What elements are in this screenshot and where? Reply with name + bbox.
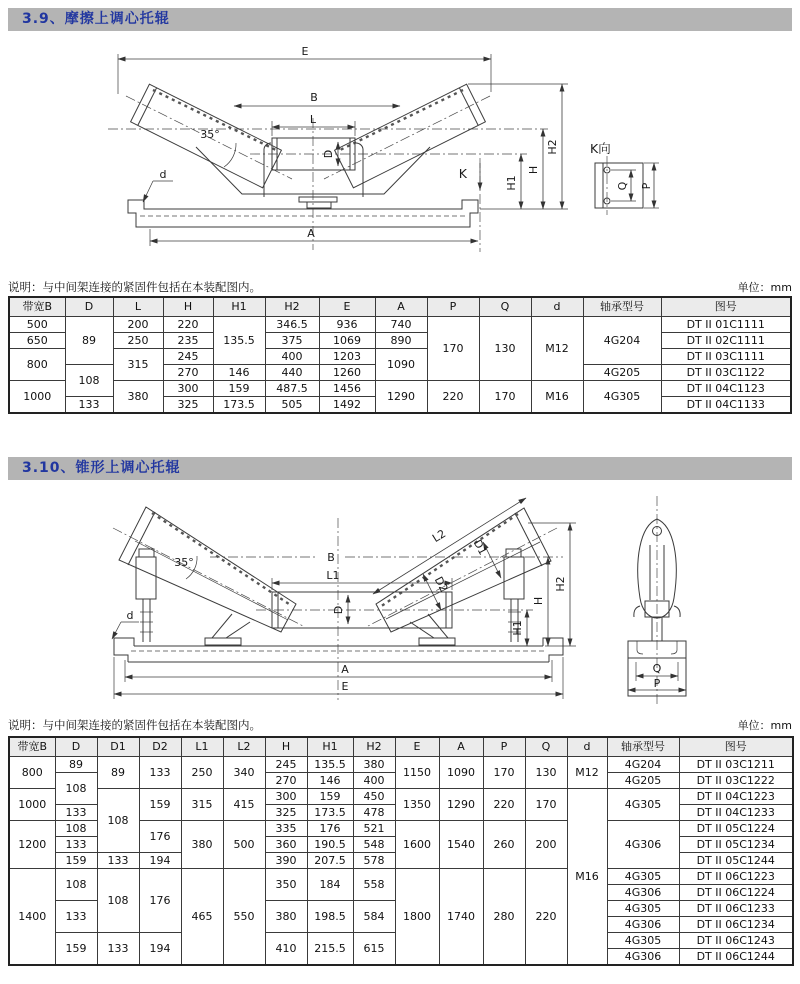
note-text: 说明：与中间架连接的紧固件包括在本装配图内。 xyxy=(8,280,261,294)
table-caption-row xyxy=(8,715,792,733)
table-cell: 245 xyxy=(163,349,213,365)
dim-label-H2: H2 xyxy=(554,576,567,592)
table-cell: 176 xyxy=(139,869,181,933)
table-cell: 176 xyxy=(307,821,353,837)
table-cell: 380 xyxy=(181,821,223,869)
spec-table-friction-idler xyxy=(8,296,792,414)
column-header: Q xyxy=(525,737,567,757)
column-header: E xyxy=(395,737,439,757)
table-cell: 4G305 xyxy=(607,789,679,821)
k-view-label: K向 xyxy=(590,141,611,156)
note-text: 说明：与中间架连接的紧固件包括在本装配图内。 xyxy=(8,718,261,732)
table-cell: DT II 05C1234 xyxy=(679,837,793,853)
table-cell: 220 xyxy=(525,869,567,966)
table-cell: 260 xyxy=(483,821,525,869)
table-cell: 108 xyxy=(97,869,139,933)
dim-label-D2: D2 xyxy=(431,574,451,595)
table-cell: 146 xyxy=(307,773,353,789)
column-header: D2 xyxy=(139,737,181,757)
table-cell: 159 xyxy=(213,381,265,397)
column-header: P xyxy=(483,737,525,757)
table-cell: 194 xyxy=(139,933,181,966)
dim-label-H1: H1 xyxy=(511,620,524,636)
section-header-3-9 xyxy=(8,8,792,31)
table-cell: 521 xyxy=(353,821,395,837)
table-cell: DT II 01C1111 xyxy=(661,317,791,333)
table-cell: 380 xyxy=(265,901,307,933)
table-cell: 300 xyxy=(163,381,213,397)
table-cell: DT II 03C1122 xyxy=(661,365,791,381)
table-cell: 1090 xyxy=(375,349,427,381)
table-cell: 108 xyxy=(97,789,139,853)
table-cell: 440 xyxy=(265,365,319,381)
column-header: Q xyxy=(479,297,531,317)
table-cell: 198.5 xyxy=(307,901,353,933)
column-header: H xyxy=(265,737,307,757)
dim-label-E: E xyxy=(301,45,309,58)
table-cell: 194 xyxy=(139,853,181,869)
table-cell: DT II 03C1111 xyxy=(661,349,791,365)
header-row xyxy=(9,737,793,757)
table-cell: 4G205 xyxy=(583,365,661,381)
table-cell: 159 xyxy=(139,789,181,821)
table-cell: 135.5 xyxy=(307,757,353,773)
table-cell: 108 xyxy=(55,821,97,837)
table-cell: 4G306 xyxy=(607,917,679,933)
table-cell: 315 xyxy=(113,349,163,381)
dim-label-d: d xyxy=(159,168,167,181)
dim-label-D1: D1 xyxy=(470,537,490,558)
table-cell: 89 xyxy=(55,757,97,773)
table-cell: 200 xyxy=(113,317,163,333)
table-cell: 235 xyxy=(163,333,213,349)
table-cell: 550 xyxy=(223,869,265,966)
table-cell: 250 xyxy=(113,333,163,349)
table-cell: 1400 xyxy=(9,869,55,966)
table-cell: 740 xyxy=(375,317,427,333)
table-cell: 4G204 xyxy=(583,317,661,365)
table-cell: 207.5 xyxy=(307,853,353,869)
table-cell: 500 xyxy=(223,821,265,869)
column-header: 轴承型号 xyxy=(607,737,679,757)
dim-label-L2: L2 xyxy=(430,527,449,546)
table-cell: 4G306 xyxy=(607,885,679,901)
column-header: 带宽B xyxy=(9,737,55,757)
dim-label-A: A xyxy=(341,663,349,676)
table-cell: DT II 04C1123 xyxy=(661,381,791,397)
table-cell: DT II 06C1234 xyxy=(679,917,793,933)
table-cell: 558 xyxy=(353,869,395,901)
column-header: L1 xyxy=(181,737,223,757)
table-cell: 1203 xyxy=(319,349,375,365)
header-row xyxy=(9,297,791,317)
table-cell: M12 xyxy=(567,757,607,789)
table-cell: 1200 xyxy=(9,821,55,869)
table-row xyxy=(9,333,791,349)
table-cell: 146 xyxy=(213,365,265,381)
front-view xyxy=(112,498,576,700)
table-cell: DT II 06C1244 xyxy=(679,949,793,966)
dim-label-H2: H2 xyxy=(546,139,559,155)
column-header: d xyxy=(531,297,583,317)
table-cell: 4G205 xyxy=(607,773,679,789)
table-cell: 360 xyxy=(265,837,307,853)
side-view xyxy=(628,496,686,705)
table-cell: 578 xyxy=(353,853,395,869)
table-cell: 4G305 xyxy=(607,869,679,885)
table-row xyxy=(9,757,793,773)
column-header: d xyxy=(567,737,607,757)
table-cell: 133 xyxy=(55,805,97,821)
table-cell: 215.5 xyxy=(307,933,353,966)
table-cell: 4G305 xyxy=(607,933,679,949)
table-cell: 465 xyxy=(181,869,223,966)
table-cell: 584 xyxy=(353,901,395,933)
table-cell: 1290 xyxy=(375,381,427,414)
table-cell: 245 xyxy=(265,757,307,773)
table-cell: 173.5 xyxy=(213,397,265,414)
column-header: L xyxy=(113,297,163,317)
dim-label-E: E xyxy=(341,680,349,693)
table-cell: 346.5 xyxy=(265,317,319,333)
dim-label-Q: Q xyxy=(652,662,662,675)
table-cell: 4G305 xyxy=(583,381,661,414)
table-cell: 220 xyxy=(427,381,479,414)
column-header: D xyxy=(55,737,97,757)
table-cell: DT II 02C1111 xyxy=(661,333,791,349)
table-cell: DT II 05C1224 xyxy=(679,821,793,837)
k-view xyxy=(590,141,659,215)
table-cell: 184 xyxy=(307,869,353,901)
table-cell: M16 xyxy=(567,789,607,966)
table-cell: 176 xyxy=(139,821,181,853)
table-cell: 1000 xyxy=(9,789,55,821)
table-row xyxy=(9,789,793,805)
dim-label-D: D xyxy=(322,149,335,159)
table-cell: 159 xyxy=(307,789,353,805)
table-cell: 505 xyxy=(265,397,319,414)
table-cell: 400 xyxy=(353,773,395,789)
table-row xyxy=(9,869,793,885)
dim-label-L1: L1 xyxy=(326,569,340,582)
table-cell: 170 xyxy=(483,757,525,789)
table-cell: 173.5 xyxy=(307,805,353,821)
table-cell: DT II 03C1211 xyxy=(679,757,793,773)
view-arrow-label-K: K xyxy=(458,166,467,181)
table-cell: 390 xyxy=(265,853,307,869)
table-row xyxy=(9,349,791,365)
table-cell: 250 xyxy=(181,757,223,789)
table-cell: 108 xyxy=(65,365,113,397)
table-cell: 800 xyxy=(9,349,65,381)
section-title: 3.10、锥形上调心托辊 xyxy=(22,460,181,476)
table-cell: DT II 03C1222 xyxy=(679,773,793,789)
table-cell: 1456 xyxy=(319,381,375,397)
column-header: 图号 xyxy=(679,737,793,757)
table-cell: 315 xyxy=(181,789,223,821)
column-header: 带宽B xyxy=(9,297,65,317)
technical-drawing-friction-idler xyxy=(0,40,800,285)
table-cell: DT II 04C1133 xyxy=(661,397,791,414)
table-cell: 108 xyxy=(55,869,97,901)
table-caption-row xyxy=(8,277,792,295)
table-cell: 170 xyxy=(479,381,531,414)
column-header: 图号 xyxy=(661,297,791,317)
dim-label-P: P xyxy=(653,677,661,690)
dim-label-A: A xyxy=(307,227,315,240)
table-cell: 478 xyxy=(353,805,395,821)
table-cell: 133 xyxy=(55,837,97,853)
technical-drawing-conical-idler xyxy=(0,487,800,712)
dim-label-B: B xyxy=(310,91,318,104)
table-cell: M16 xyxy=(531,381,583,414)
table-cell: 108 xyxy=(55,773,97,805)
unit-label: 单位：mm xyxy=(737,719,792,732)
table-cell: 400 xyxy=(265,349,319,365)
table-cell: 1069 xyxy=(319,333,375,349)
front-view xyxy=(108,45,568,252)
table-cell: 500 xyxy=(9,317,65,333)
table-cell: 410 xyxy=(265,933,307,966)
table-row xyxy=(9,317,791,333)
column-header: P xyxy=(427,297,479,317)
table-cell: 1350 xyxy=(395,789,439,821)
column-header: H2 xyxy=(265,297,319,317)
table-cell: 135.5 xyxy=(213,317,265,365)
table-cell: 325 xyxy=(163,397,213,414)
table-cell: 415 xyxy=(223,789,265,821)
table-cell: 325 xyxy=(265,805,307,821)
dim-label-P: P xyxy=(640,182,653,190)
table-cell: DT II 06C1243 xyxy=(679,933,793,949)
table-cell: 133 xyxy=(55,901,97,933)
dim-label-Q: Q xyxy=(616,181,629,191)
table-cell: 380 xyxy=(353,757,395,773)
table-cell: 170 xyxy=(525,789,567,821)
table-cell: 890 xyxy=(375,333,427,349)
table-cell: 1740 xyxy=(439,869,483,966)
table-cell: 1290 xyxy=(439,789,483,821)
angle-label: 35° xyxy=(174,556,194,569)
table-cell: 220 xyxy=(163,317,213,333)
table-cell: 1800 xyxy=(395,869,439,966)
dim-label-H: H xyxy=(532,596,545,606)
table-cell: 936 xyxy=(319,317,375,333)
column-header: L2 xyxy=(223,737,265,757)
table-cell: 4G306 xyxy=(607,949,679,966)
table-cell: 200 xyxy=(525,821,567,869)
column-header: H1 xyxy=(307,737,353,757)
table-cell: 133 xyxy=(97,933,139,966)
table-cell: 220 xyxy=(483,789,525,821)
table-cell: 450 xyxy=(353,789,395,805)
table-cell: 4G306 xyxy=(607,821,679,869)
column-header: D xyxy=(65,297,113,317)
column-header: E xyxy=(319,297,375,317)
table-cell: 190.5 xyxy=(307,837,353,853)
table-cell: DT II 06C1233 xyxy=(679,901,793,917)
table-cell: 650 xyxy=(9,333,65,349)
column-header: A xyxy=(439,737,483,757)
unit-label: 单位：mm xyxy=(737,281,792,294)
table-cell: 89 xyxy=(97,757,139,789)
table-cell: 800 xyxy=(9,757,55,789)
table-cell: 548 xyxy=(353,837,395,853)
table-cell: 130 xyxy=(479,317,531,381)
table-cell: 280 xyxy=(483,869,525,966)
table-cell: 1090 xyxy=(439,757,483,789)
table-cell: 1540 xyxy=(439,821,483,869)
dim-label-H: H xyxy=(527,165,540,175)
table-cell: DT II 06C1223 xyxy=(679,869,793,885)
spec-table-conical-idler xyxy=(8,736,794,966)
dim-label-L: L xyxy=(309,113,317,126)
table-cell: 270 xyxy=(265,773,307,789)
table-cell: 133 xyxy=(97,853,139,869)
dim-label-H1: H1 xyxy=(505,175,518,191)
table-cell: DT II 04C1233 xyxy=(679,805,793,821)
table-cell: 350 xyxy=(265,869,307,901)
column-header: H2 xyxy=(353,737,395,757)
column-header: A xyxy=(375,297,427,317)
table-cell: 1260 xyxy=(319,365,375,381)
table-cell: 89 xyxy=(65,317,113,365)
table-cell: 270 xyxy=(163,365,213,381)
section-header-3-10 xyxy=(8,457,792,480)
table-cell: 1600 xyxy=(395,821,439,869)
column-header: H1 xyxy=(213,297,265,317)
table-cell: 487.5 xyxy=(265,381,319,397)
table-cell: 335 xyxy=(265,821,307,837)
dim-label-d: d xyxy=(126,609,134,622)
column-header: D1 xyxy=(97,737,139,757)
table-cell: 4G305 xyxy=(607,901,679,917)
dim-label-D: D xyxy=(332,605,345,615)
table-cell: 133 xyxy=(65,397,113,414)
table-cell: 159 xyxy=(55,853,97,869)
angle-label: 35° xyxy=(200,128,220,141)
table-cell: 159 xyxy=(55,933,97,966)
table-cell: 1492 xyxy=(319,397,375,414)
table-cell: 300 xyxy=(265,789,307,805)
column-header: 轴承型号 xyxy=(583,297,661,317)
table-cell: DT II 05C1244 xyxy=(679,853,793,869)
table-cell: 4G204 xyxy=(607,757,679,773)
table-cell: DT II 04C1223 xyxy=(679,789,793,805)
table-cell: 380 xyxy=(113,381,163,414)
table-cell: 133 xyxy=(139,757,181,789)
table-cell: 615 xyxy=(353,933,395,966)
table-cell: 375 xyxy=(265,333,319,349)
table-cell: DT II 06C1224 xyxy=(679,885,793,901)
column-header: H xyxy=(163,297,213,317)
table-cell: 1150 xyxy=(395,757,439,789)
table-cell: M12 xyxy=(531,317,583,381)
table-cell: 130 xyxy=(525,757,567,789)
table-cell: 340 xyxy=(223,757,265,789)
table-row xyxy=(9,381,791,397)
section-title: 3.9、摩擦上调心托辊 xyxy=(22,11,170,27)
dim-label-B: B xyxy=(327,551,335,564)
table-cell: 1000 xyxy=(9,381,65,414)
table-cell: 170 xyxy=(427,317,479,381)
